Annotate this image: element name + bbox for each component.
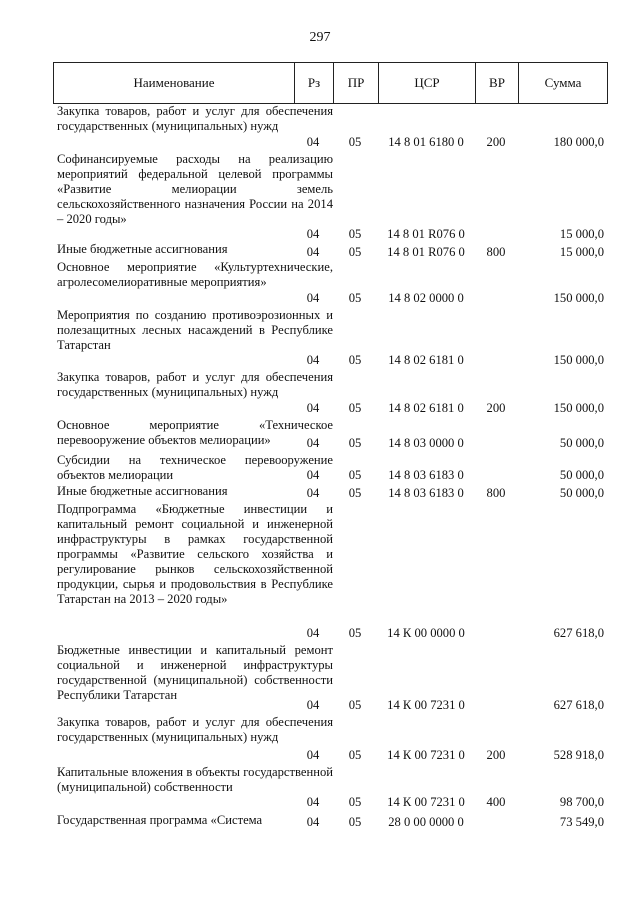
row-rz: 04 — [306, 135, 320, 149]
header-pr: ПР — [334, 63, 379, 103]
row-pr: 05 — [348, 353, 362, 367]
row-name: Субсидии на техническое перевооружение объектов мелиорации — [57, 453, 333, 482]
row-rz: 04 — [306, 227, 320, 241]
row-name: Закупка товаров, работ и услуг для обеспечения государственных (муниципальных) нужд — [57, 104, 333, 133]
table-row — [53, 370, 608, 416]
row-name: Закупка товаров, работ и услуг для обеспечения государственных (муниципальных) нужд — [57, 715, 333, 744]
row-vr: 200 — [486, 401, 506, 415]
page-number: 297 — [309, 30, 331, 45]
row-csr: 28 0 00 0000 0 — [388, 815, 464, 829]
row-pr: 05 — [348, 626, 362, 640]
row-rz: 04 — [306, 748, 320, 762]
row-sum: 15 000,0 — [559, 245, 604, 259]
row-csr: 14 8 01 R076 0 — [387, 245, 465, 259]
row-rz: 04 — [306, 815, 320, 829]
row-csr: 14 8 01 R076 0 — [387, 227, 465, 241]
row-sum: 627 618,0 — [553, 698, 604, 712]
table-row — [53, 308, 608, 368]
table-row — [53, 418, 608, 451]
row-rz: 04 — [306, 436, 320, 450]
row-pr: 05 — [348, 815, 362, 829]
table-row — [53, 643, 608, 713]
row-name: Государственная программа «Система — [57, 813, 263, 827]
row-vr: 200 — [486, 748, 506, 762]
row-csr: 14 К 00 0000 0 — [387, 626, 465, 640]
row-sum: 528 918,0 — [553, 748, 604, 762]
header-rz: Рз — [295, 63, 334, 103]
row-pr: 05 — [348, 486, 362, 500]
row-pr: 05 — [348, 698, 362, 712]
row-pr: 05 — [348, 748, 362, 762]
row-pr: 05 — [348, 227, 362, 241]
row-pr: 05 — [348, 795, 362, 809]
row-csr: 14 8 02 6181 0 — [388, 353, 464, 367]
row-sum: 150 000,0 — [553, 401, 604, 415]
row-name: Иные бюджетные ассигнования — [57, 484, 228, 498]
row-rz: 04 — [306, 698, 320, 712]
row-csr: 14 8 03 0000 0 — [388, 436, 464, 450]
header-vr: ВР — [476, 63, 519, 103]
table-header — [53, 62, 608, 104]
row-name: Основное мероприятие «Техническое перевооружение объектов мелиорации» — [57, 418, 333, 447]
row-rz: 04 — [306, 486, 320, 500]
row-pr: 05 — [348, 468, 362, 482]
row-csr: 14 К 00 7231 0 — [387, 748, 465, 762]
table-row — [53, 765, 608, 810]
row-vr: 800 — [486, 486, 506, 500]
table-row — [53, 502, 608, 641]
row-csr: 14 8 02 6181 0 — [388, 401, 464, 415]
row-rz: 04 — [306, 353, 320, 367]
row-pr: 05 — [348, 245, 362, 259]
row-name: Софинансируемые расходы на реализацию мероприятий федеральной целевой программы «Развитие мелиорации земель сельскохозяйственного назначения России на 2014 – 2020 годы» — [57, 152, 333, 226]
table-row — [53, 484, 608, 501]
table-row — [53, 813, 608, 830]
row-sum: 73 549,0 — [559, 815, 604, 829]
row-csr: 14 8 03 6183 0 — [388, 486, 464, 500]
row-sum: 98 700,0 — [559, 795, 604, 809]
row-rz: 04 — [306, 401, 320, 415]
row-sum: 50 000,0 — [559, 486, 604, 500]
row-csr: 14 8 03 6183 0 — [388, 468, 464, 482]
table-row — [53, 242, 608, 260]
row-name: Бюджетные инвестиции и капитальный ремонт социальной и инженерной инфраструктуры государственной (муниципальной) собственности Республики Татарстан — [57, 643, 333, 702]
row-rz: 04 — [306, 626, 320, 640]
row-csr: 14 8 01 6180 0 — [388, 135, 464, 149]
row-vr: 800 — [486, 245, 506, 259]
row-sum: 15 000,0 — [559, 227, 604, 241]
header-csr: ЦСР — [379, 63, 476, 103]
row-csr: 14 К 00 7231 0 — [387, 698, 465, 712]
header-name: Наименование — [54, 63, 295, 103]
row-sum: 50 000,0 — [559, 468, 604, 482]
row-csr: 14 8 02 0000 0 — [388, 291, 464, 305]
row-pr: 05 — [348, 291, 362, 305]
row-sum: 50 000,0 — [559, 436, 604, 450]
row-name: Мероприятия по созданию противоэрозионных и полезащитных лесных насаждений в Республике Татарстан — [57, 308, 333, 352]
row-rz: 04 — [306, 245, 320, 259]
row-sum: 150 000,0 — [553, 291, 604, 305]
row-csr: 14 К 00 7231 0 — [387, 795, 465, 809]
row-pr: 05 — [348, 436, 362, 450]
table-row — [53, 260, 608, 306]
row-name: Капитальные вложения в объекты государственной (муниципальной) собственности — [57, 765, 333, 794]
table-row — [53, 453, 608, 483]
row-pr: 05 — [348, 401, 362, 415]
row-rz: 04 — [306, 468, 320, 482]
row-sum: 627 618,0 — [553, 626, 604, 640]
row-name: Основное мероприятие «Культуртехнические, агролесомелиоративные мероприятия» — [57, 260, 333, 289]
row-name: Подпрограмма «Бюджетные инвестиции и капитальный ремонт социальной и инженерной инфраструктуры в рамках государственной программы «Развитие сельского хозяйства и регулирование рынков сельскохозяйственной продукции, сырья и продовольствия в Республике Татарстан на 2013 – 2020 годы» — [57, 502, 333, 606]
row-pr: 05 — [348, 135, 362, 149]
row-vr: 200 — [486, 135, 506, 149]
row-vr: 400 — [486, 795, 506, 809]
row-name: Закупка товаров, работ и услуг для обеспечения государственных (муниципальных) нужд — [57, 370, 333, 399]
row-rz: 04 — [306, 795, 320, 809]
row-sum: 180 000,0 — [553, 135, 604, 149]
header-sum: Сумма — [544, 75, 582, 90]
row-rz: 04 — [306, 291, 320, 305]
table-row — [53, 715, 608, 763]
row-name: Иные бюджетные ассигнования — [57, 242, 228, 256]
table-row — [53, 152, 608, 242]
table-row — [53, 104, 608, 150]
row-sum: 150 000,0 — [553, 353, 604, 367]
